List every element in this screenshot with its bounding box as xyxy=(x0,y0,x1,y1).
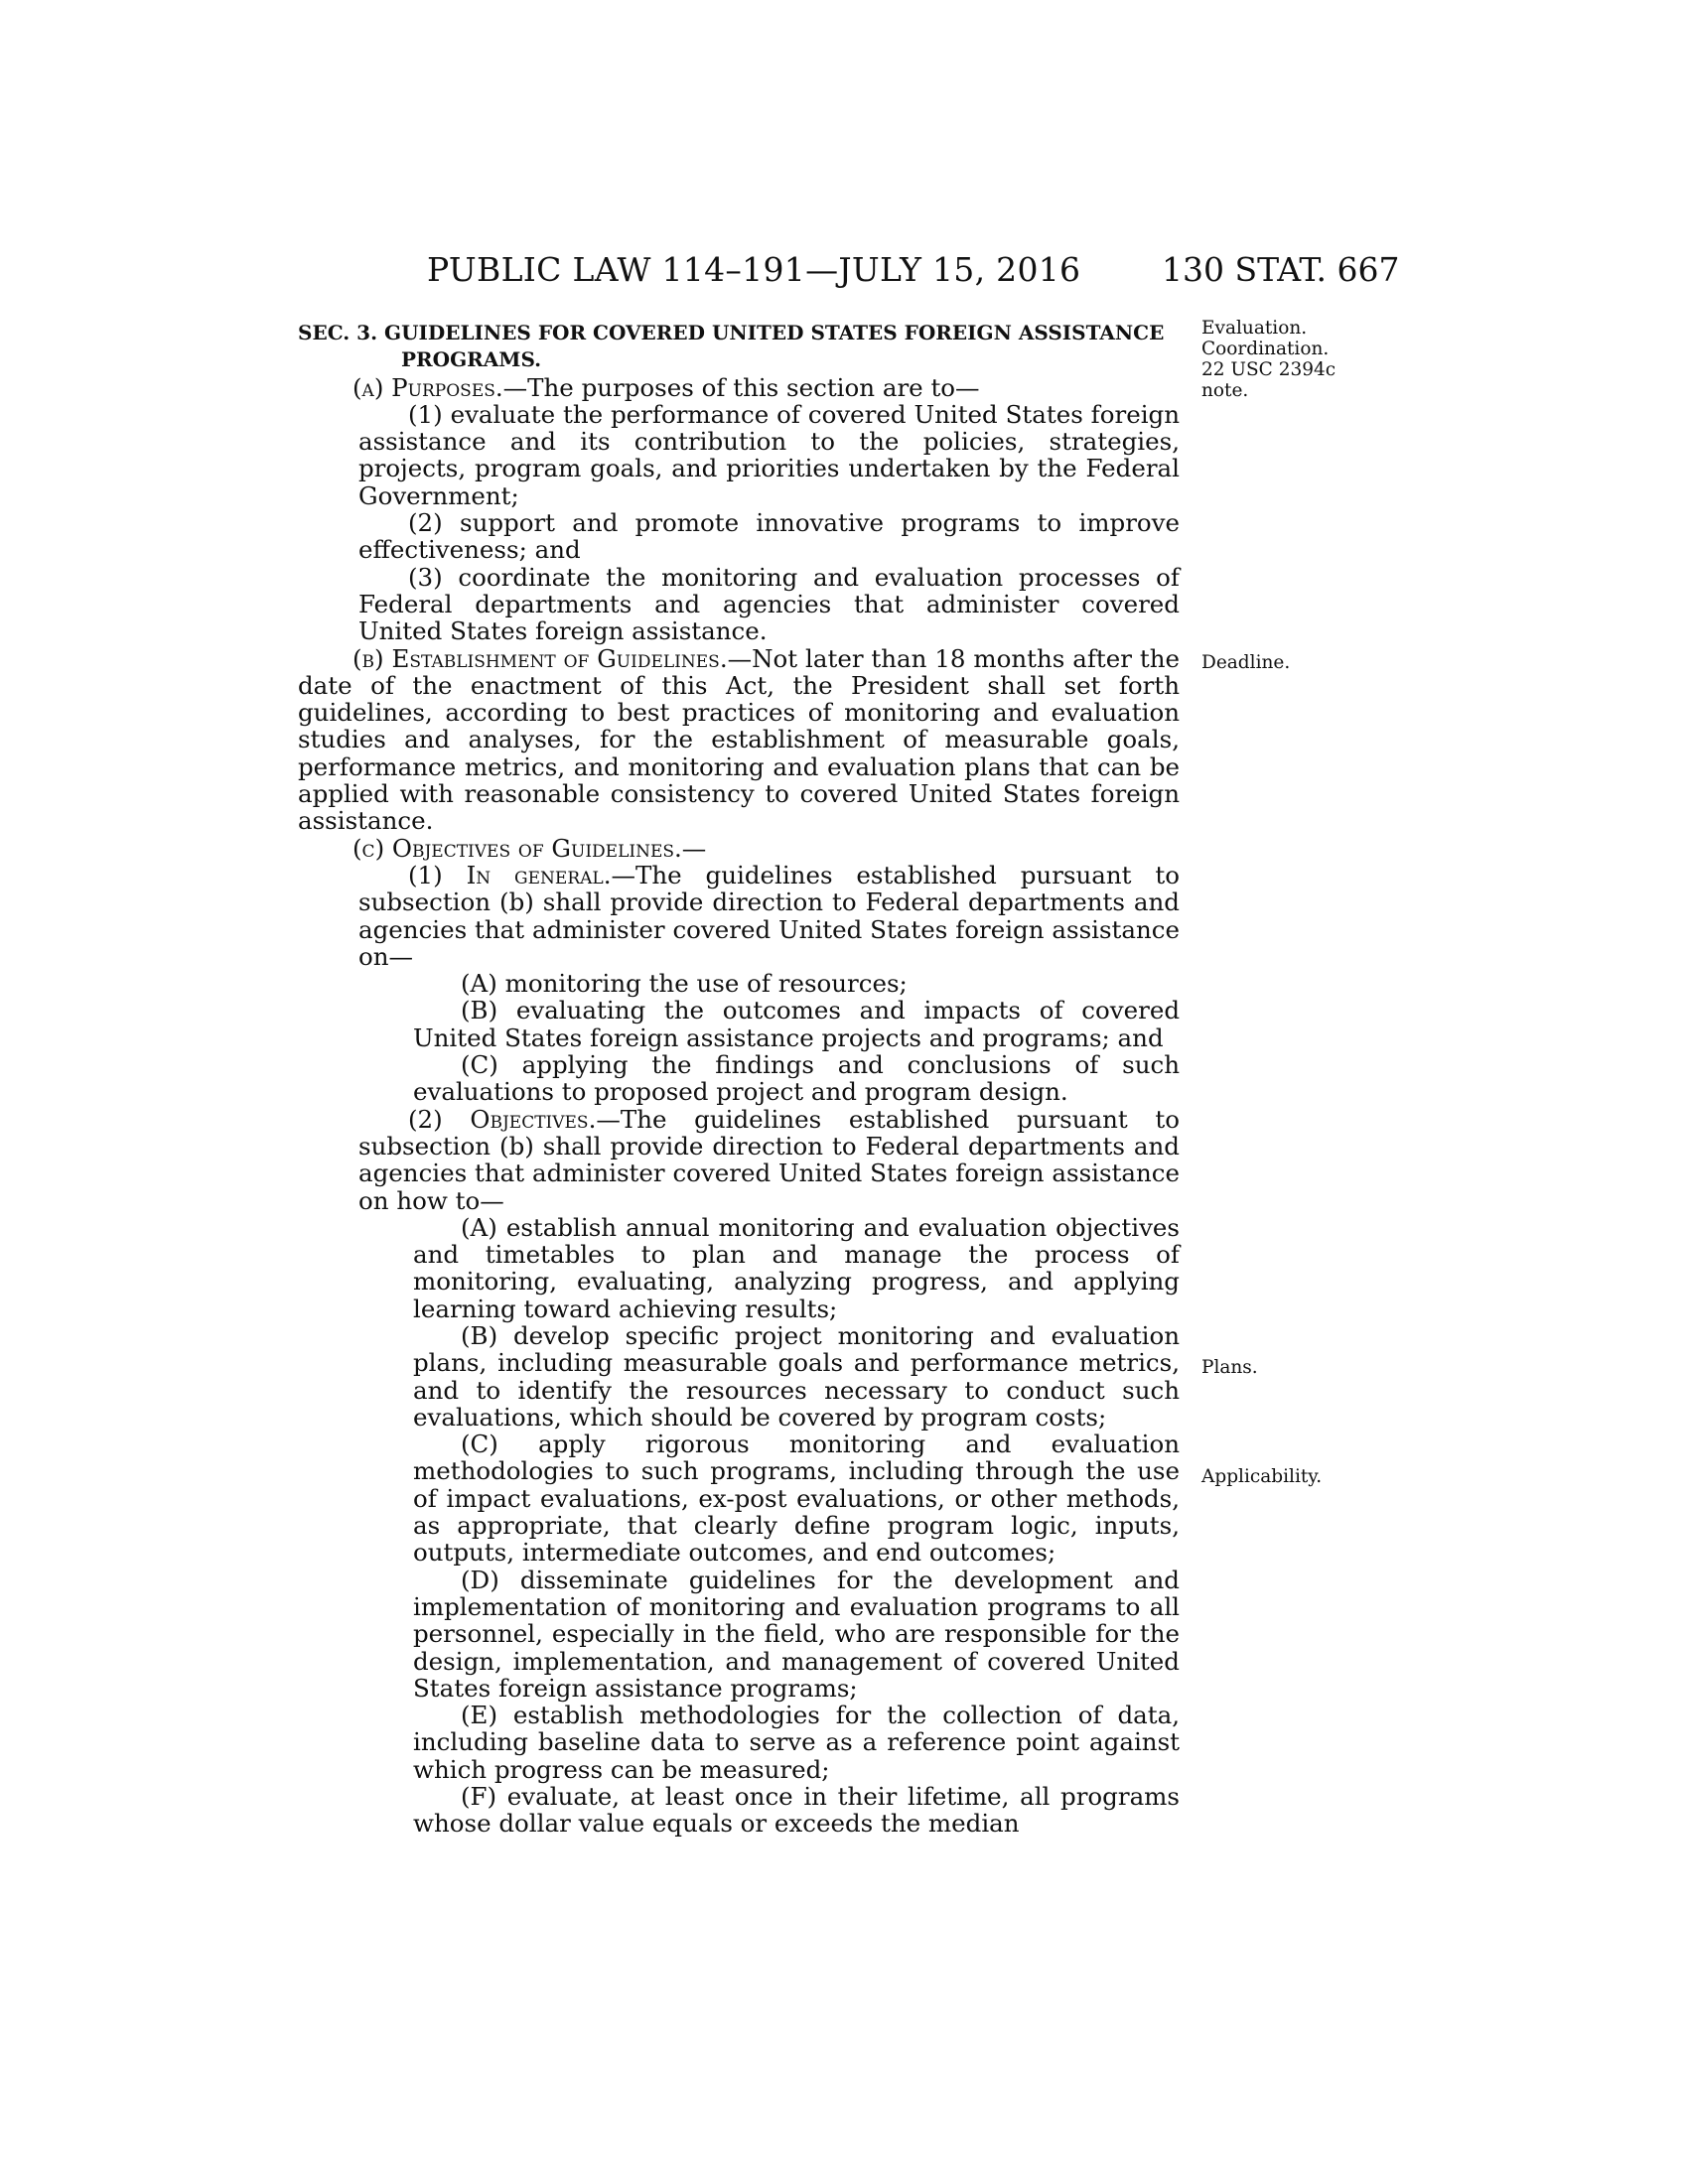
running-header-title: PUBLIC LAW 114–191—JULY 15, 2016 xyxy=(427,250,1081,289)
subsection-b xyxy=(298,645,1180,835)
paragraph-a1: (1) evaluate the performance of covered United States foreign assistance and its contribution to the policies, strategies, projects, program goals, and priorities undertaken by the Federal Government; xyxy=(358,399,1180,510)
subsection-a-heading: (a) Purposes. xyxy=(352,372,503,402)
subsection-c xyxy=(298,835,1180,862)
margin-note-plans: Plans. xyxy=(1201,1357,1258,1378)
clause-c2-d: (D) disseminate guidelines for the development and implementation of monitoring and evaluation programs to all personnel, especially in the field, who are responsible for the design, implementation, and management of covered United States foreign assistance programs; xyxy=(413,1565,1180,1703)
section-heading: SEC. 3. GUIDELINES FOR COVERED UNITED STATES FOREIGN ASSISTANCE PROGRAMS. xyxy=(298,321,1165,372)
paragraph-a2: (2) support and promote innovative programs to improve effectiveness; and xyxy=(358,508,1180,565)
subsection-a xyxy=(298,374,1180,401)
subsection-b-text: —Not later than 18 months after the date of the enactment of this Act, the President shall set forth guidelines, according to best practices of monitoring and evaluation studies and analyses, for the establishment of measurable goals, performance metrics, and monitoring and evaluation plans that can be applied with reasonable consistency to covered United States foreign assistance. xyxy=(298,643,1180,836)
clause-c2-b: (B) develop specific project monitoring and evaluation plans, including measurable goals and performance metrics, and to identify the resources necessary to conduct such evaluations, which should be covered by program costs; xyxy=(413,1320,1180,1432)
clause-c2-c: (C) apply rigorous monitoring and evaluation methodologies to such programs, including through the use of impact evaluations, ex-post evaluations, or other methods, as appropriate, that clearly define program logic, inputs, outputs, intermediate outcomes, and end outcomes; xyxy=(413,1430,1180,1568)
margin-note-applicability: Applicability. xyxy=(1201,1466,1323,1487)
statute-body xyxy=(298,320,1180,1838)
subsection-c-dash: — xyxy=(681,833,707,863)
paragraph-c2-heading: (2) Objectives. xyxy=(408,1104,597,1134)
clause-c1-c: (C) applying the findings and conclusions of such evaluations to proposed project and program design. xyxy=(413,1050,1180,1107)
clause-c2-e: (E) establish methodologies for the collection of data, including baseline data to serve as a reference point against which progress can be measured; xyxy=(413,1701,1180,1784)
clause-c1-b: (B) evaluating the outcomes and impacts of covered United States foreign assistance projects and programs; and xyxy=(413,996,1180,1052)
subsection-a-intro: —The purposes of this section are to— xyxy=(502,372,980,402)
paragraph-c1-heading: (1) In general. xyxy=(408,860,612,889)
clause-c1-a: (A) monitoring the use of resources; xyxy=(461,969,908,999)
subsection-c-heading: (c) Objectives of Guidelines. xyxy=(352,833,682,863)
paragraph-c1-text: —The guidelines established pursuant to subsection (b) shall provide direction to Federal departments and agencies that administer covered United States foreign assistance on— xyxy=(358,860,1180,971)
paragraph-c2-text: —The guidelines established pursuant to subsection (b) shall provide direction to Federal departments and agencies that administer covered United States foreign assistance on how to— xyxy=(358,1104,1180,1215)
paragraph-c1 xyxy=(298,862,1180,970)
page-number: 130 STAT. 667 xyxy=(1162,250,1400,289)
margin-note-deadline: Deadline. xyxy=(1201,652,1291,673)
subsection-b-heading: (b) Establishment of Guidelines. xyxy=(352,643,728,673)
paragraph-a3: (3) coordinate the monitoring and evaluation processes of Federal departments and agencies that administer covered United States foreign assistance. xyxy=(358,562,1180,646)
margin-note-evaluation: Evaluation. Coordination. 22 USC 2394c note. xyxy=(1201,318,1336,401)
clause-c2-f: (F) evaluate, at least once in their lifetime, all programs whose dollar value equals or exceeds the median xyxy=(413,1782,1180,1839)
paragraph-c2 xyxy=(298,1106,1180,1214)
clause-c2-a: (A) establish annual monitoring and evaluation objectives and timetables to plan and manage the process of monitoring, evaluating, analyzing progress, and applying learning toward achieving results; xyxy=(413,1212,1180,1323)
